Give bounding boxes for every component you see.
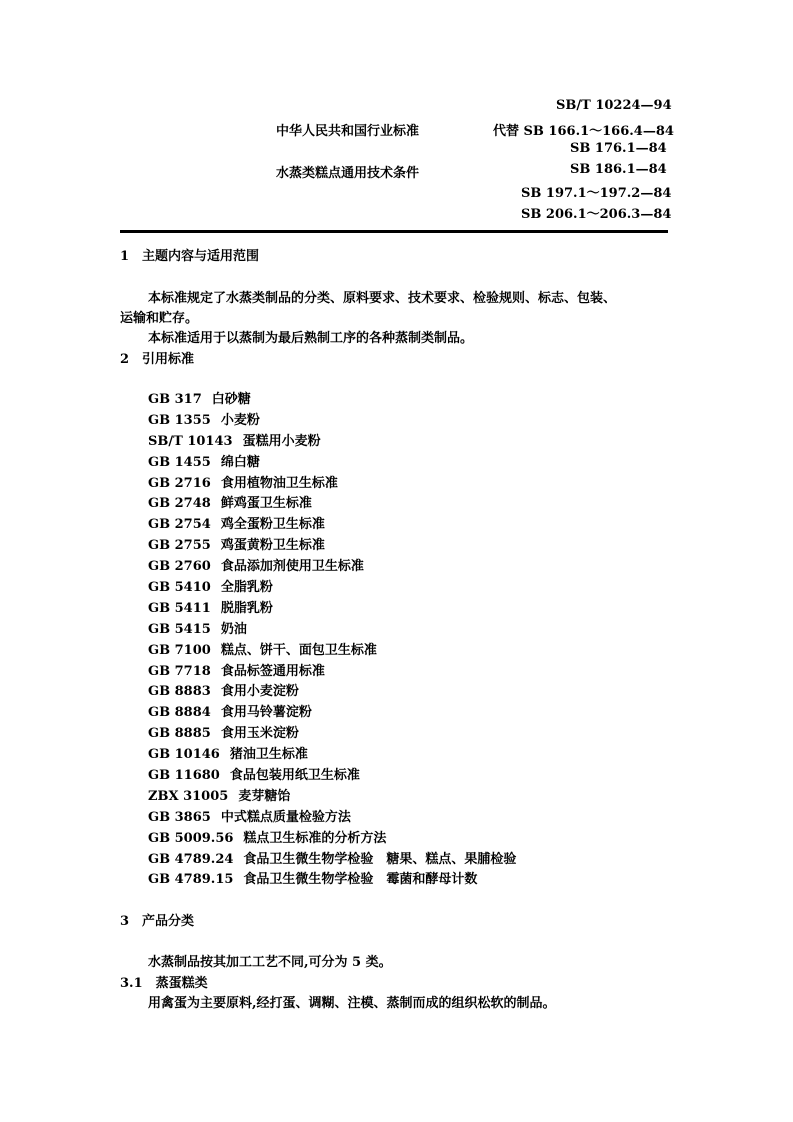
ref-title: 食品卫生微生物学检验 糖果、糕点、果脯检验 xyxy=(243,851,517,867)
list-item xyxy=(148,597,516,618)
section-1-heading: 1 主题内容与适用范围 xyxy=(120,249,260,264)
ref-title: 食品包装用纸卫生标准 xyxy=(229,768,360,784)
ref-title: 脱脂乳粉 xyxy=(220,600,273,616)
ref-code: GB 7718 xyxy=(148,663,211,679)
ref-title: 小麦粉 xyxy=(220,412,260,428)
ref-code: GB 2748 xyxy=(148,496,211,512)
list-item xyxy=(148,660,516,681)
ref-code: GB 5415 xyxy=(148,621,211,637)
list-item xyxy=(148,409,516,430)
ref-title: 鲜鸡蛋卫生标准 xyxy=(220,496,312,512)
ref-code: GB 10146 xyxy=(148,747,220,763)
list-item xyxy=(148,576,516,597)
ref-code: ZBX 31005 xyxy=(148,788,229,804)
list-item xyxy=(148,639,516,660)
replaces-line-3: SB 186.1—84 xyxy=(570,162,667,177)
ref-title: 食品添加剂使用卫生标准 xyxy=(220,559,364,575)
ref-code: GB 8885 xyxy=(148,726,211,742)
list-item xyxy=(148,785,516,806)
list-item xyxy=(148,388,516,409)
ref-title: 食品标签通用标准 xyxy=(220,663,325,679)
ref-code: GB 5009.56 xyxy=(148,830,234,846)
list-item xyxy=(148,764,516,785)
list-item xyxy=(148,555,516,576)
replaces-line-2: SB 176.1—84 xyxy=(570,141,667,156)
list-item xyxy=(148,722,516,743)
ref-title: 蛋糕用小麦粉 xyxy=(242,433,321,449)
ref-code: GB 2760 xyxy=(148,559,211,575)
ref-code: GB 1355 xyxy=(148,412,211,428)
list-item xyxy=(148,513,516,534)
section-3-1-para: 用禽蛋为主要原料,经打蛋、调糊、注模、蒸制而成的组织松软的制品。 xyxy=(148,996,556,1011)
ref-code: GB 3865 xyxy=(148,809,211,825)
ref-code: GB 11680 xyxy=(148,768,220,784)
ref-title: 食用马铃薯淀粉 xyxy=(220,705,312,721)
ref-title: 奶油 xyxy=(220,621,247,637)
ref-code: GB 2755 xyxy=(148,538,211,554)
ref-code: GB 5411 xyxy=(148,600,211,616)
ref-title: 绵白糖 xyxy=(220,454,260,470)
ref-title: 麦芽糖饴 xyxy=(238,788,291,804)
list-item xyxy=(148,806,516,827)
document-title: 水蒸类糕点通用技术条件 xyxy=(276,166,420,181)
ref-title: 食用植物油卫生标准 xyxy=(220,475,338,491)
header-divider xyxy=(120,230,668,233)
replaces-line-5: SB 206.1～206.3—84 xyxy=(521,207,672,222)
list-item xyxy=(148,701,516,722)
section-1-para2: 本标准适用于以蒸制为最后熟制工序的各种蒸制类制品。 xyxy=(148,331,474,346)
ref-code: GB 2716 xyxy=(148,475,211,491)
list-item xyxy=(148,680,516,701)
list-item xyxy=(148,743,516,764)
section-3-1-heading: 3.1 蒸蛋糕类 xyxy=(120,976,208,991)
list-item xyxy=(148,868,516,889)
list-item xyxy=(148,848,516,869)
ref-title: 猪油卫生标准 xyxy=(229,747,308,763)
replaces-line-1: 代替 SB 166.1～166.4—84 xyxy=(493,124,674,139)
list-item xyxy=(148,451,516,472)
ref-code: GB 4789.24 xyxy=(148,851,234,867)
reference-list xyxy=(148,388,516,889)
ref-title: 鸡全蛋粉卫生标准 xyxy=(220,517,325,533)
list-item xyxy=(148,534,516,555)
ref-code: GB 8883 xyxy=(148,684,211,700)
list-item xyxy=(148,618,516,639)
ref-code: GB 317 xyxy=(148,392,202,407)
ref-code: GB 2754 xyxy=(148,517,211,533)
ref-code: GB 5410 xyxy=(148,580,211,596)
replaces-line-4: SB 197.1～197.2—84 xyxy=(521,186,672,201)
section-3-para: 水蒸制品按其加工工艺不同,可分为 5 类。 xyxy=(148,955,392,970)
standard-number: SB/T 10224—94 xyxy=(556,98,672,113)
list-item xyxy=(148,827,516,848)
ref-code: GB 4789.15 xyxy=(148,872,234,888)
list-item xyxy=(148,430,516,451)
ref-title: 鸡蛋黄粉卫生标准 xyxy=(220,538,325,554)
ref-code: GB 7100 xyxy=(148,642,211,658)
section-1-para1-line2: 运输和贮存。 xyxy=(120,311,199,326)
section-1-para1-line1: 本标准规定了水蒸类制品的分类、原料要求、技术要求、检验规则、标志、包装、 xyxy=(148,291,617,306)
ref-title: 食用小麦淀粉 xyxy=(220,684,299,700)
ref-title: 糕点、饼干、面包卫生标准 xyxy=(220,642,377,658)
ref-title: 全脂乳粉 xyxy=(220,580,273,596)
list-item xyxy=(148,472,516,493)
ref-title: 食品卫生微生物学检验 霉菌和酵母计数 xyxy=(243,872,478,888)
ref-code: GB 8884 xyxy=(148,705,211,721)
section-3-heading: 3 产品分类 xyxy=(120,914,195,929)
ref-code: SB/T 10143 xyxy=(148,433,233,449)
org-title: 中华人民共和国行业标准 xyxy=(276,124,420,139)
ref-title: 糕点卫生标准的分析方法 xyxy=(243,830,387,846)
ref-title: 白砂糖 xyxy=(211,392,251,407)
ref-title: 食用玉米淀粉 xyxy=(220,726,299,742)
list-item xyxy=(148,492,516,513)
ref-title: 中式糕点质量检验方法 xyxy=(220,809,351,825)
section-2-heading: 2 引用标准 xyxy=(120,352,195,367)
ref-code: GB 1455 xyxy=(148,454,211,470)
